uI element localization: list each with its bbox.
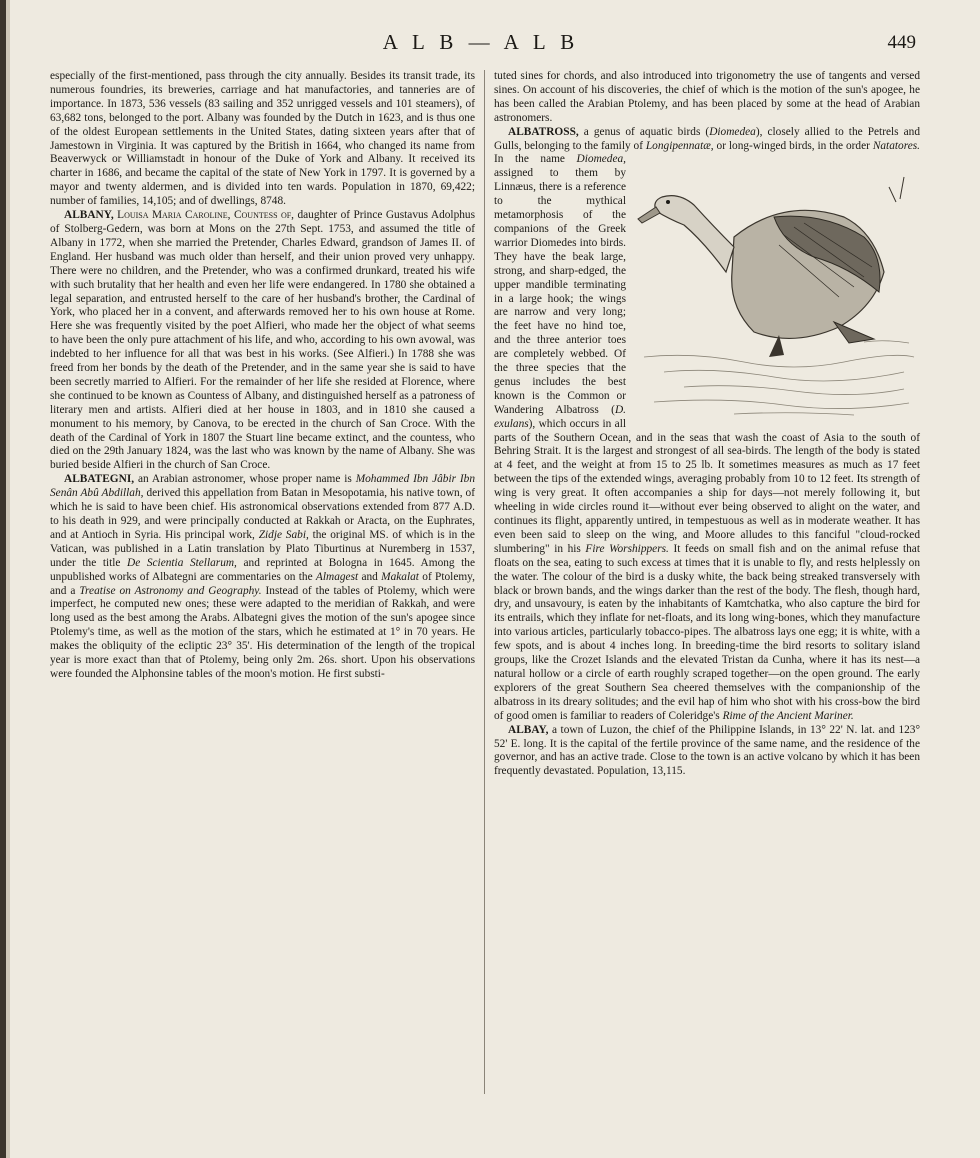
albategni-body-1: derived this appellation from Batan in Mesopotamia, his native town, of which he is said to have been chief. His astronomical observations extended from 877 A.D. to his death in 929, and were principally conducted at Rakkah or Aracta, on the Euphrates, and at Antioch in Syria. His principal work, — [50, 487, 475, 541]
headword-albay: ALBAY, — [508, 723, 549, 736]
albategni-and: and — [361, 570, 378, 583]
albategni-work-title: Zidje Sabi, — [258, 528, 309, 541]
entry-albategni — [50, 473, 475, 682]
albany-city-continuation: especially of the first-mentioned, pass through the city annually. Besides its transit trade, its numerous foundries, its breweries, carriage and hat manufactories, and tanneries are of importance. In 1873, 536 vessels (83 sailing and 352 unrigged vessels and 101 steamers), of 63,682 tons, belonged to the port. Albany was founded by the Dutch in 1623, and is thus one of the oldest European settlements in the United States, dating sixteen years after that of Jamestown in Virginia. It was captured by the British in 1664, who changed its name from Beaverwyck or Williamstadt in honour of the Duke of York and Albany. It received its charter in 1686, and became the capital of the state of New York in 1797. It is governed by a mayor and twenty aldermen, and is divided into ten wards. Population in 1870, 69,422; number of families, 14,105; and of dwellings, 8748. — [50, 70, 475, 208]
albategni-continuation: tuted sines for chords, and also introduced into trigonometry the use of tangents and versed sines. On account of his discoveries, the chief of which is the motion of the sun's apogee, he has been called the Arabian Ptolemy, and has been placed by some at the head of Arabian astronomers. — [494, 70, 920, 124]
albatross-text-7: It feeds on small fish and on the animal refuse that floats on the sea, eating to such excess at times that it is unable to fly, and rests helplessly on the water. The colour of the bird is a dusky white, the back being streaked transversely with black or brown bands, and the wings darker than the rest of the body. The flesh, though hard, dry, and unsavoury, is eaten by the inhabitants of Kamtchatka, who also capture the bird for its entrails, which they inflate for net-floats, and its long wing-bones, which they manufacture into various articles, particularly tobacco-pipes. The albatross lays one egg; it is white, with a few spots, and is about 4 inches long. In breeding-time the bird resorts to solitary island groups, like the Crozet Islands and the elevated Tristan da Cunha, where it has its nest—a natural hollow or a circle of earth roughly scraped together—on the open ground. The early explorers of the great Southern Sea cheered themselves with the companionship of the albatross in its dreary solitudes; and the evil hap of him who shot with his cross-bow the bird of good omen is familiar to readers of Coleridge's — [494, 542, 920, 722]
albategni-treatise: Treatise on Astronomy and Geography. — [79, 584, 262, 597]
albatross-family: Longipennatæ, — [645, 139, 714, 152]
albatross-illustration — [634, 157, 920, 419]
albatross-text-6: ), which occurs in all parts of the Southern Ocean, and in the seas that wash the coast of Asia to the south of Behring Strait. It is the largest and strongest of all sea-birds. The length of the body is stated at 4 feet, and the weight at from 15 to 25 lb. It sometimes measures as much as 17 feet between the tips of the extended wings, averaging probably from 10 to 12 feet. Its strength of wing is very great. It often accompanies a ship for days—not merely following it, but wheeling in wide circles round it—without ever being observed to alight on the water, and continues its flight, apparently untired, in tempestuous as well as in moderate weather. It has even been said to sleep on the wing, and Moore alludes to this fanciful "cloud-rocked slumbering" in his — [494, 417, 920, 555]
albategni-arabic-name: Mohammed Ibn Jâbir Ibn Senân Abû Abdillah, — [50, 473, 475, 500]
albatross-text-5: assigned to them by Linnæus, there is a reference to the mythical metamorphosis of the companions of the Greek warrior Diomedes into birds. They have the beak large, strong, and sharp-edged, the upper mandible terminating in a large hook; the wings are narrow and very long; the feet have no hind toe, and the three anterior toes are completely webbed. Of the three species that the genus includes the best known is the Common or Wandering Albatross ( — [494, 167, 626, 416]
albatross-text-1: a genus of aquatic birds ( — [583, 125, 710, 138]
headword-albany: ALBANY, — [64, 209, 114, 222]
albatross-figure — [634, 157, 920, 419]
albatross-text-3: or long-winged birds, in the order — [716, 139, 870, 152]
albategni-makalat: Makalat — [381, 570, 419, 583]
albategni-intro: an Arabian astronomer, whose proper name is — [137, 473, 352, 486]
albategni-body-4: of Ptolemy, and a — [50, 570, 475, 597]
albatross-text-4: In the name — [494, 153, 565, 166]
albatross-text-2: ), closely allied to the Petrels and Gulls, belonging to the family of — [494, 125, 920, 152]
entry-albany-countess — [50, 209, 475, 473]
albatross-species: D. exulans — [494, 403, 626, 430]
albatross-eye — [666, 200, 670, 204]
headword-albategni: ALBATEGNI, — [64, 473, 135, 486]
moore-work-title: Fire Worshippers. — [585, 542, 669, 555]
page-header — [46, 30, 916, 60]
page-gutter-shadow — [6, 0, 10, 1158]
albategni-body-5: Instead of the tables of Ptolemy, which were imperfect, he computed new ones; these were adapted to the meridian of Rakkah, and were long used as the best among the Arabs. Albategni gives the motion of the sun's apogee since Ptolemy's time, as well as the motion of the stars, which he estimated at 1° in 70 years. He makes the obliquity of the ecliptic 23° 35'. His determination of the length of the tropical year is more exact than that of Ptolemy, being only 2m. 26s. short. Upon his observations were founded the Alphonsine tables of the moon's motion. He first substi- — [50, 584, 475, 680]
left-column — [50, 70, 475, 682]
albay-body: a town of Luzon, the chief of the Philippine Islands, in 13° 22' N. lat. and 123° 52' E. long. It is the capital of the fertile province of the same name, and the residence of the governor, and has an active trade. Close to the town is an active volcano by which it has been frequently devastated. Population, 13,115. — [494, 723, 920, 778]
albatross-order: Natatores. — [872, 139, 920, 152]
running-head: A L B — A L B — [382, 30, 580, 54]
entry-albatross — [494, 126, 920, 724]
page-number: 449 — [887, 32, 916, 53]
albategni-body-2: the original MS. of which is in the Vatican, was published in a Latin translation by Plato Tiburtinus at Nuremberg in 1537, under the title — [50, 528, 475, 569]
headword-albatross: ALBATROSS, — [508, 125, 579, 138]
right-column — [494, 70, 920, 779]
countess-title: Louisa Maria Caroline, Countess of, — [117, 209, 295, 222]
albategni-body-3: and reprinted at Bologna in 1645. Among the unpublished works of Albategni are commentaries on the — [50, 556, 476, 583]
countess-body: daughter of Prince Gustavus Adolphus of Stolberg-Gedern, was born at Mons on the 27th Sept. 1753, and assumed the title of Albany in 1772, when she married the Pretender, Charles Edward, grandson of James II. of England. Her husband was much older than herself, and their union proved very unhappy. There were no children, and the Pretender, who was a confirmed drunkard, treated his wife with such brutality that her health and even her life were endangered. In 1780 she obtained a legal separation, and entrusted herself to the care of her husband's brother, the Cardinal of York, who placed her in a convent, and afterwards removed her to his own house at Rome. Here she was frequently visited by the poet Alfieri, who made her the object of what seems to have been the only pure attachment of his life, and who, according to his own avowal, was indebted to her influence for all that was best in his works. (See Alfieri.) In 1788 she was freed from her bonds by the death of the Pretender, and in the same year she is said to have been secretly married to Alfieri. For the remainder of her life she resided at Florence, where she continued to be known as Countess of Albany, and distinguished herself as a patroness of literary men and artists. Alfieri died at her house in 1803, and in 1810 she caused a monument to his memory, by Canova, to be erected in the church of San Croce. With the death of the Cardinal of York in 1807 the Stuart line became extinct, and the countess, who died on the 29th January 1824, was the last who was known by the name of Albany. She was buried beside Alfieri in the church of San Croce. — [50, 209, 475, 472]
albategni-latin-title: De Scientia Stellarum, — [127, 556, 237, 569]
albatross-diomedea: Diomedea, — [576, 153, 627, 166]
entry-albay — [494, 724, 920, 780]
coleridge-work-title: Rime of the Ancient Mariner. — [722, 709, 854, 722]
column-divider — [484, 70, 485, 1094]
albatross-genus: Diomedea — [709, 125, 756, 138]
albategni-almagest: Almagest — [315, 570, 359, 583]
